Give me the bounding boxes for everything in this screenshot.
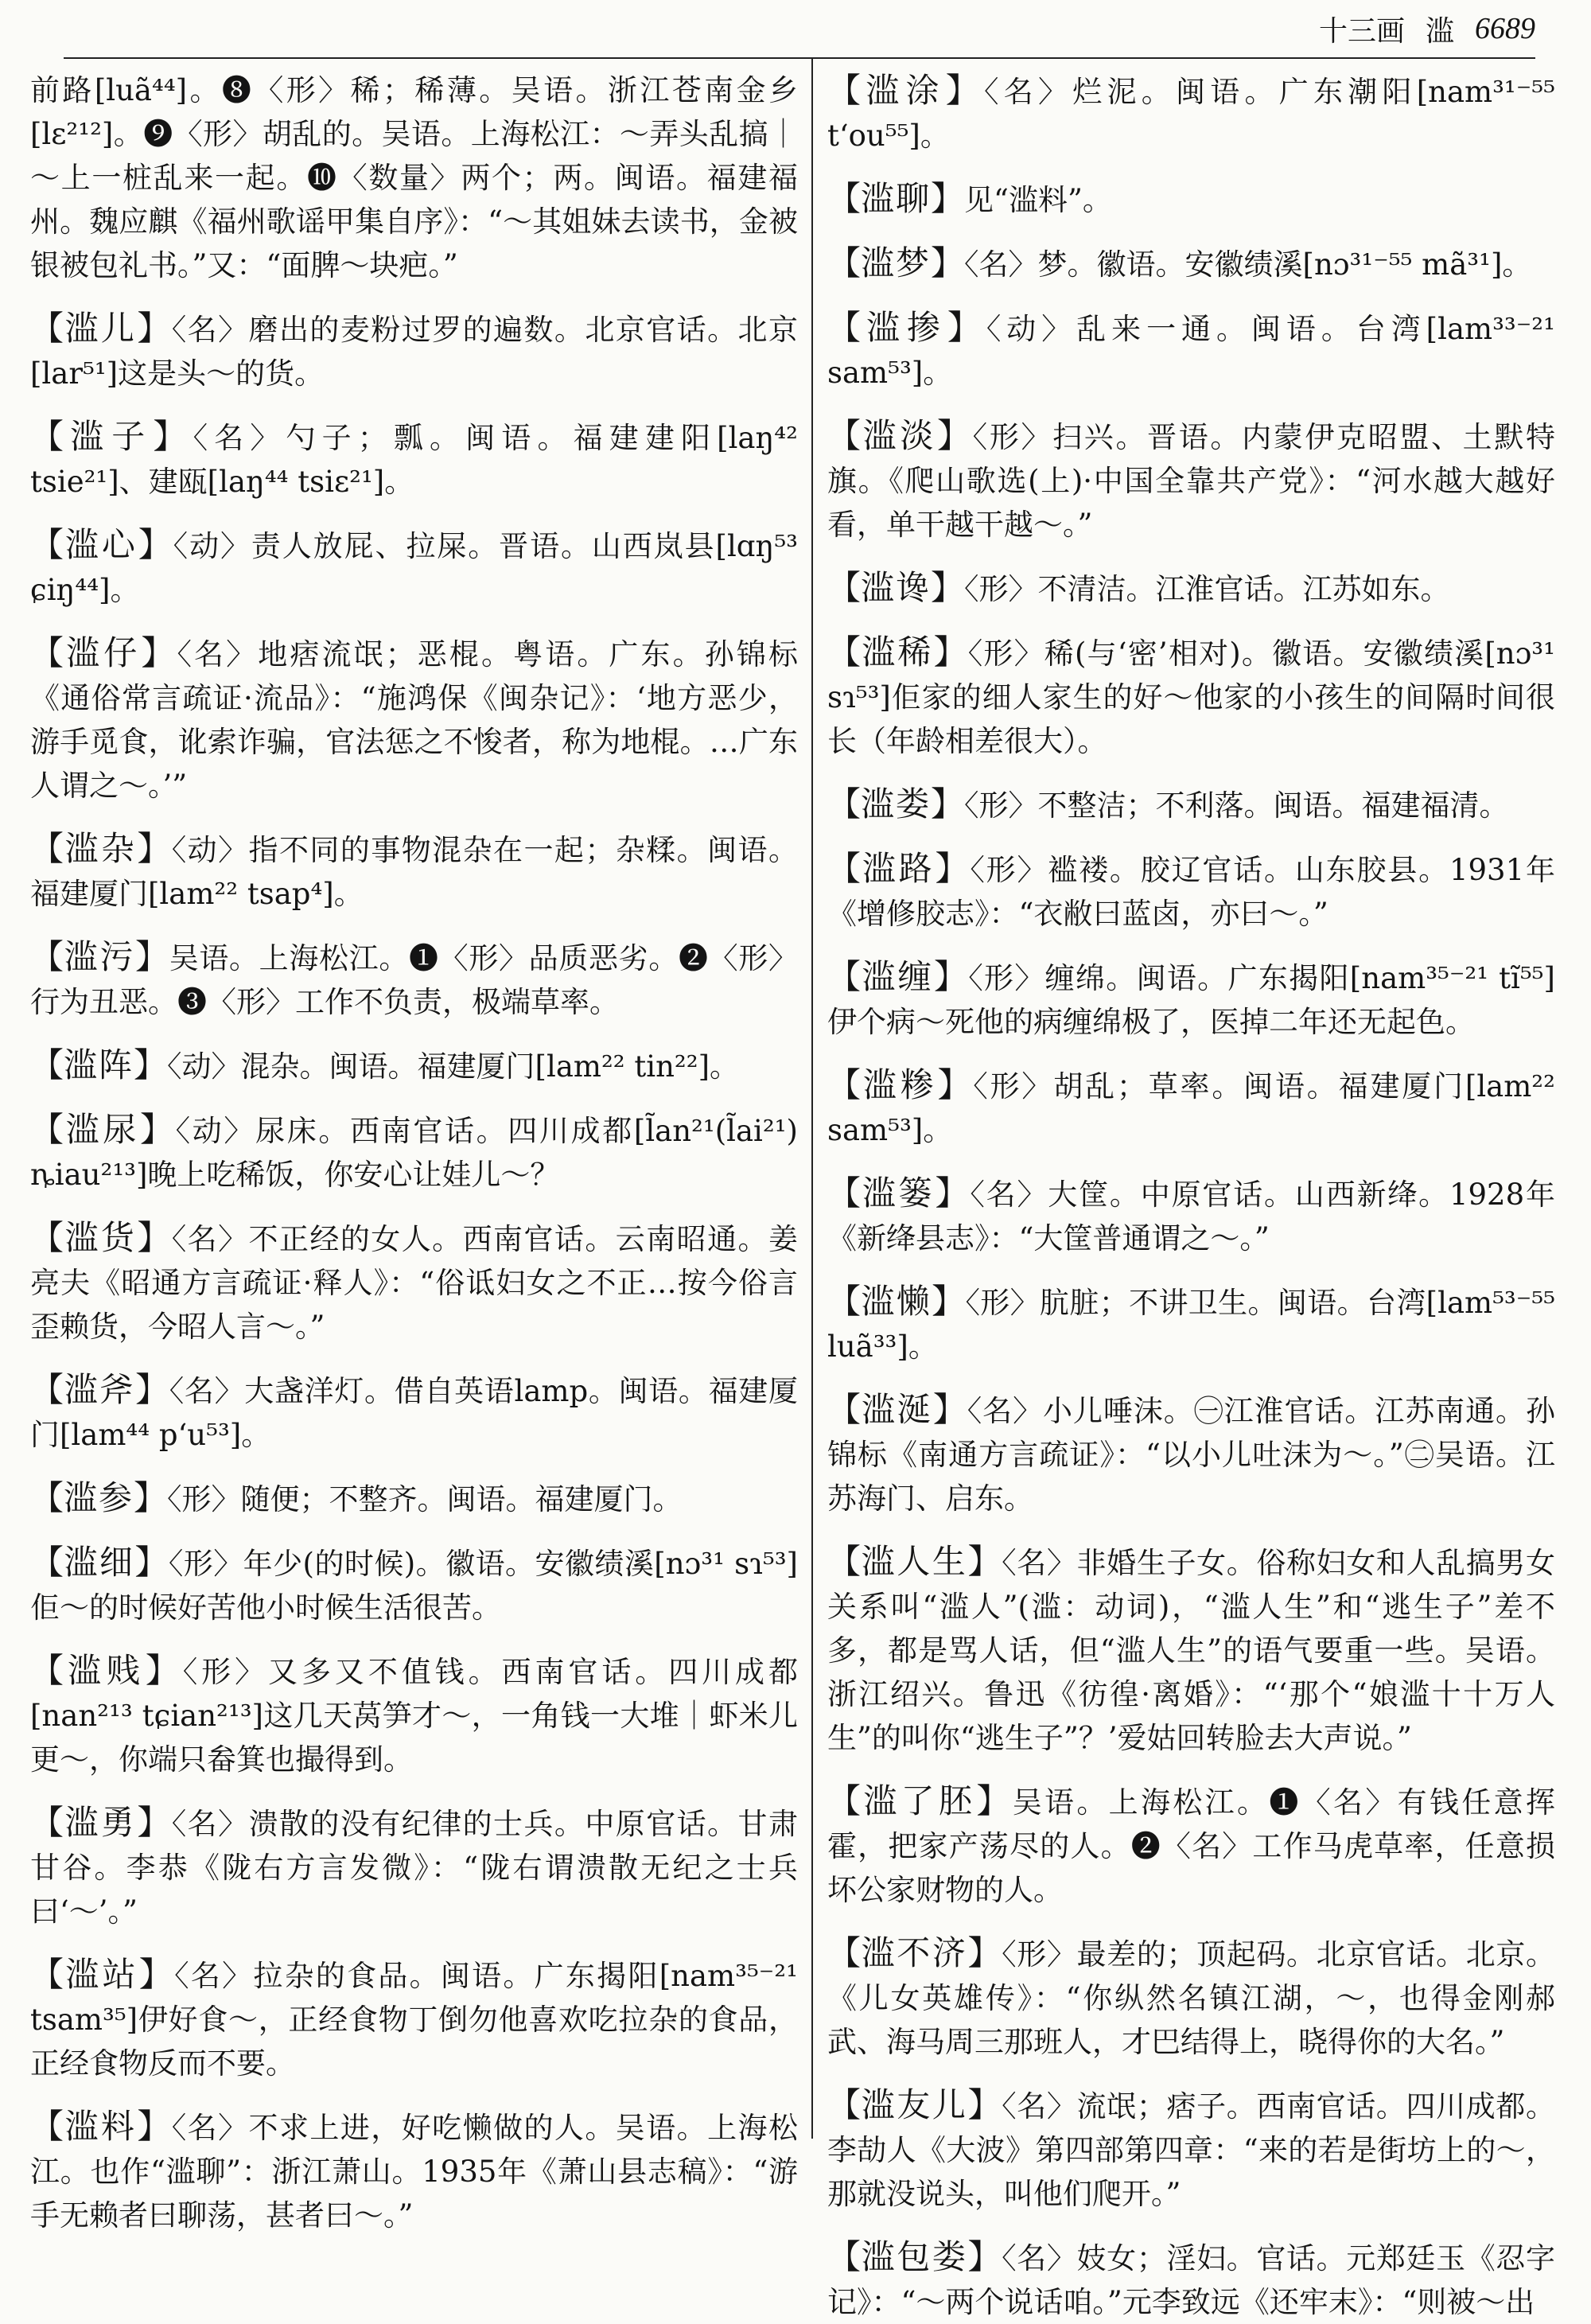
entry-headword: 【滥细】: [30, 1543, 169, 1582]
entry-definition: 〈动〉责人放屁、拉屎。晋语。山西岚县[lɑŋ⁵³ ɕiŋ⁴⁴]。: [30, 529, 798, 607]
dictionary-entry: [30, 935, 798, 1024]
entry-definition: 〈名〉烂泥。闽语。广东潮阳[nam³¹⁻⁵⁵ t‘ou⁵⁵]。: [827, 75, 1555, 153]
dictionary-entry: [827, 1171, 1555, 1260]
entry-headword: 【滥涂】: [827, 71, 984, 110]
entry-definition: 〈形〉随便；不整齐。闽语。福建厦门。: [167, 1482, 683, 1516]
entry-definition: 吴语。上海松江。❶〈名〉有钱任意挥霍，把家产荡尽的人。❷〈名〉工作马虎草率，任意损坏公家财物的人。: [827, 1785, 1555, 1907]
headword-text: 滥心: [64, 525, 138, 564]
entry-headword: 【滥斧】: [30, 1370, 169, 1409]
entry-headword: 【滥梦】: [827, 243, 965, 282]
dictionary-entry: [30, 1043, 798, 1088]
entry-definition: 〈动〉混杂。闽语。福建厦门[lam²² tin²²]。: [167, 1049, 740, 1084]
headword-text: 滥娄: [861, 784, 932, 823]
headword-text: 滥杂: [64, 829, 138, 868]
entry-definition: 〈动〉尿床。西南官话。四川成都[l̃an²¹(l̃ai²¹) ȵiau²¹³]晚上吃稀饭，你安心让娃儿～？: [30, 1114, 798, 1192]
section-label: 十三画: [1318, 14, 1405, 48]
dictionary-entry: [30, 1800, 798, 1933]
entry-definition: 〈形〉缠绵。闽语。广东揭阳[nam³⁵⁻²¹ tĩ⁵⁵]伊个病～死他的病缠绵极了，医掉二年还无起色。: [827, 961, 1555, 1039]
entry-definition: 〈形〉扫兴。晋语。内蒙伊克昭盟、土默特旗。《爬山歌选(上)·中国全靠共产党》：“河水越大越好看，单干越干越～。”: [827, 420, 1555, 542]
entry-headword: 【滥污】: [30, 937, 169, 976]
headword-text: 滥料: [64, 2107, 138, 2146]
entry-definition: 〈形〉又多又不值钱。西南官话。四川成都[nan²¹³ tɕian²¹³]这几天莴笋才～，一角钱一大堆｜虾米儿更～，你端只畚箕也撮得到。: [30, 1655, 798, 1777]
entry-definition: 〈名〉不求上进，好吃懒做的人。吴语。上海松江。也作“滥聊”：浙江萧山。1935年《萧山县志稿》：“游手无赖者曰聊荡，甚者曰～。”: [30, 2111, 798, 2233]
dictionary-entry: [827, 2083, 1555, 2216]
entry-headword: 【滥勇】: [30, 1803, 172, 1842]
entry-headword: 【滥贱】: [30, 1651, 183, 1690]
dictionary-entry: [30, 306, 798, 395]
entry-headword: 【滥稀】: [827, 633, 968, 672]
entry-definition: 〈形〉肮脏；不讲卫生。闽语。台湾[lam⁵³⁻⁵⁵ luã³³]。: [827, 1286, 1555, 1364]
entry-headword: 【滥心】: [30, 525, 173, 564]
entry-definition: 〈名〉勺子；瓢。闽语。福建建阳[laŋ⁴² tsie²¹]、建瓯[laŋ⁴⁴ tsiɛ²¹]。: [30, 421, 798, 499]
entry-headword: 【滥懒】: [827, 1282, 966, 1321]
entry-definition: 前路[luã⁴⁴]。❽〈形〉稀；稀薄。吴语。浙江苍南金乡[lɛ²¹²]。❾〈形〉胡乱的。吴语。上海松江：～弄头乱搞｜～上一桩乱来一起。❿〈数量〉两个；两。闽语。福建福州。魏应麒《福州歌谣甲集自序》：“～其姐妹去读书，金被银被包礼书。”又：“面脾～块疤。”: [30, 73, 798, 282]
headword-text: 滥聊: [861, 179, 932, 218]
headword-text: 滥货: [64, 1218, 138, 1257]
entry-headword: 【滥包娄】: [827, 2237, 1002, 2276]
entry-headword: 【滥糁】: [827, 1065, 974, 1104]
entry-definition: 见“滥料”。: [964, 183, 1112, 217]
dictionary-entry: [30, 1476, 798, 1521]
headword-text: 滥懒: [861, 1282, 932, 1321]
entry-definition: 〈动〉指不同的事物混杂在一起；杂糅。闽语。福建厦门[lam²² tsap⁴]。: [30, 833, 798, 911]
dictionary-entry: [30, 1540, 798, 1629]
dictionary-entry: [827, 414, 1555, 547]
entry-headword: 【滥仔】: [30, 633, 177, 672]
entry-headword: 【滥儿】: [30, 309, 172, 348]
dictionary-entry: [30, 415, 798, 504]
entry-definition: 吴语。上海松江。❶〈形〉品质恶劣。❷〈形〉行为丑恶。❸〈形〉工作不负责，极端草率。: [30, 941, 798, 1019]
entry-definition: 〈形〉最差的；顶起码。北京官话。北京。《儿女英雄传》：“你纵然名镇江湖，～，也得金刚郝武、海马周三那班人，才巴结得上，晓得你的大名。”: [827, 1937, 1555, 2059]
right-column: [827, 68, 1555, 2319]
entry-headword: 【滥篓】: [827, 1174, 971, 1213]
dictionary-entry: [827, 68, 1555, 158]
headword-text: 滥儿: [64, 309, 138, 348]
dictionary-entry: [30, 631, 798, 808]
headword-text: 滥糁: [862, 1065, 938, 1104]
entry-definition: 〈名〉妓女；淫妇。官话。元郑廷玉《忍字记》：“～两个说话咱。”元李致远《还牢末》：“则被～出: [827, 2241, 1555, 2319]
dictionary-entry: [827, 1063, 1555, 1152]
headword-text: 滥人生: [861, 1542, 968, 1581]
dictionary-entry: [30, 1649, 798, 1781]
entry-headword: 【滥参】: [30, 1478, 168, 1517]
dictionary-entry: [30, 68, 798, 287]
entry-headword: 【滥聊】: [827, 179, 965, 218]
headword-text: 滥路: [862, 849, 936, 888]
entry-definition: 〈形〉年少(的时候)。徽语。安徽绩溪[nɔ³¹ sɿ⁵³]佢～的时候好苦他小时候生活很苦。: [30, 1547, 798, 1625]
dictionary-entry: [827, 1388, 1555, 1520]
entry-headword: 【滥掺】: [827, 308, 986, 347]
entry-headword: 【滥货】: [30, 1218, 172, 1257]
entry-headword: 【滥娄】: [827, 784, 965, 823]
entry-definition: 〈名〉大盏洋灯。借自英语lamp。闽语。福建厦门[lam⁴⁴ p‘u⁵³]。: [30, 1374, 798, 1452]
entry-headword: 【滥谗】: [827, 568, 965, 607]
headword-text: 滥包娄: [861, 2237, 968, 2276]
radical-label: 滥: [1425, 14, 1454, 48]
entry-headword: 【滥尿】: [30, 1110, 176, 1149]
headword-text: 滥稀: [862, 633, 934, 672]
entry-headword: 【滥人生】: [827, 1542, 1002, 1581]
entry-definition: 〈名〉小儿唾沫。㊀江淮官话。江苏南通。孙锦标《南通方言疏证》：“以小儿吐沫为～。”㊁吴语。江苏海门、启东。: [827, 1394, 1555, 1516]
entry-headword: 【滥阵】: [30, 1045, 168, 1084]
dictionary-entry: [827, 630, 1555, 763]
dictionary-entry: [827, 1279, 1555, 1368]
headword-text: 滥篓: [862, 1174, 936, 1213]
dictionary-entry: [827, 1540, 1555, 1760]
entry-definition: 〈名〉地痞流氓；恶棍。粤语。广东。孙锦标《通俗常言疏证·流品》：“施鸿保《闽杂记》：‘地方恶少，游手觅食，讹索诈骗，官法惩之不悛者，称为地棍。…广东人谓之～。’”: [30, 637, 798, 803]
headword-text: 滥缠: [862, 957, 934, 996]
entry-headword: 【滥路】: [827, 849, 971, 888]
entry-headword: 【滥料】: [30, 2107, 172, 2146]
headword-text: 滥涂: [866, 71, 946, 110]
headword-text: 滥了胚: [863, 1781, 977, 1820]
headword-text: 滥谗: [861, 568, 932, 607]
entry-definition: 〈名〉拉杂的食品。闽语。广东揭阳[nam³⁵⁻²¹ tsam³⁵]伊好食～，正经食物丁倒勿他喜欢吃拉杂的食品，正经食物反而不要。: [30, 1959, 798, 2081]
entry-headword: 【滥不济】: [827, 1933, 1002, 1972]
dictionary-entry: [827, 955, 1555, 1044]
entry-definition: 〈形〉不清洁。江淮官话。江苏如东。: [964, 572, 1450, 606]
dictionary-entry: [827, 2235, 1555, 2324]
entry-definition: 〈形〉胡乱；草率。闽语。福建厦门[lam²² sam⁵³]。: [827, 1069, 1555, 1147]
entry-headword: 【滥子】: [30, 417, 193, 456]
entry-definition: 〈形〉稀(与‘密’相对)。徽语。安徽绩溪[nɔ³¹ sɿ⁵³]佢家的细人家生的好～他家的小孩生的间隔时间很长（年龄相差很大）。: [827, 636, 1555, 758]
dictionary-entry: [827, 306, 1555, 395]
headword-text: 滥尿: [65, 1110, 140, 1149]
dictionary-entry: [30, 827, 798, 916]
entry-definition: 〈名〉大筐。中原官话。山西新绛。1928年《新绛县志》：“大筐普通谓之～。”: [827, 1178, 1555, 1255]
headword-text: 滥斧: [64, 1370, 136, 1409]
dictionary-entry: [827, 241, 1555, 286]
headword-text: 滥污: [64, 937, 136, 976]
dictionary-entry: [827, 177, 1555, 222]
left-column: [30, 68, 798, 2233]
entry-definition: 〈名〉不正经的女人。西南官话。云南昭通。姜亮夫《昭通方言疏证·释人》：“俗诋妇女之不正…按今俗言歪赖货，今昭人言～。”: [30, 1222, 798, 1344]
entry-definition: 〈名〉溃散的没有纪律的士兵。中原官话。甘肃甘谷。李恭《陇右方言发微》：“陇右谓溃散无纪之士兵曰‘～’。”: [30, 1807, 798, 1929]
dictionary-entry: [30, 1952, 798, 2085]
dictionary-entry: [827, 782, 1555, 827]
entry-definition: 〈名〉非婚生子女。俗称妇女和人乱搞男女关系叫“滥人”(滥：动词)，“滥人生”和“逃生子”差不多，都是骂人话，但“滥人生”的语气要重一些。吴语。浙江绍兴。鲁迅《彷徨·离婚》：“‘那个“娘滥十十万人生”的叫你“逃生子”？’爱姑回转脸去大声说。”: [827, 1546, 1555, 1755]
dictionary-entry: [827, 1931, 1555, 2064]
dictionary-entry: [30, 1216, 798, 1349]
headword-text: 滥仔: [66, 633, 142, 672]
entry-definition: 〈动〉乱来一通。闽语。台湾[lam³³⁻²¹ sam⁵³]。: [827, 312, 1555, 390]
entry-definition: 〈名〉流氓；痞子。西南官话。四川成都。李劼人《大波》第四部第四章：“来的若是街坊上的～，那就没说头，叫他们爬开。”: [827, 2089, 1555, 2211]
entry-headword: 【滥淡】: [827, 416, 973, 455]
entry-headword: 【滥友儿】: [827, 2085, 1002, 2124]
dictionary-entry: [30, 1368, 798, 1457]
headword-text: 滥友儿: [861, 2085, 968, 2124]
headword-text: 滥掺: [866, 308, 947, 347]
entry-headword: 【滥涎】: [827, 1390, 967, 1429]
entry-definition: 〈名〉磨出的麦粉过罗的遍数。北京官话。北京[lar⁵¹]这是头～的货。: [30, 313, 798, 391]
dictionary-entry: [30, 1108, 798, 1197]
entry-headword: 【滥缠】: [827, 957, 969, 996]
entry-definition: 〈形〉褴褛。胶辽官话。山东胶县。1931年《增修胶志》：“衣敝曰蓝卤，亦曰～。”: [827, 853, 1555, 931]
entry-definition: 〈形〉不整洁；不利落。闽语。福建福清。: [964, 788, 1509, 823]
headword-text: 滥子: [70, 417, 154, 456]
page-header: [64, 0, 1535, 59]
headword-text: 滥梦: [861, 243, 932, 282]
dictionary-entry: [827, 847, 1555, 936]
column-divider: [811, 57, 813, 2139]
dictionary-entry: [30, 2104, 798, 2237]
headword-text: 滥贱: [67, 1651, 146, 1690]
headword-text: 滥阵: [64, 1045, 134, 1084]
headword-text: 滥勇: [64, 1803, 138, 1842]
entry-headword: 【滥杂】: [30, 829, 172, 868]
dictionary-entry: [827, 566, 1555, 611]
headword-text: 滥站: [65, 1955, 139, 1994]
page-number: 6689: [1475, 12, 1535, 45]
dictionary-entry: [827, 1779, 1555, 1912]
entry-headword: 【滥站】: [30, 1955, 175, 1994]
dictionary-entry: [30, 523, 798, 612]
entry-headword: 【滥了胚】: [827, 1781, 1013, 1820]
entry-definition: 〈名〉梦。徽语。安徽绩溪[nɔ³¹⁻⁵⁵ mã³¹]。: [964, 247, 1532, 282]
headword-text: 滥淡: [862, 416, 937, 455]
headword-text: 滥细: [64, 1543, 135, 1582]
headword-text: 滥参: [64, 1478, 134, 1517]
headword-text: 滥涎: [861, 1390, 933, 1429]
headword-text: 滥不济: [861, 1933, 968, 1972]
